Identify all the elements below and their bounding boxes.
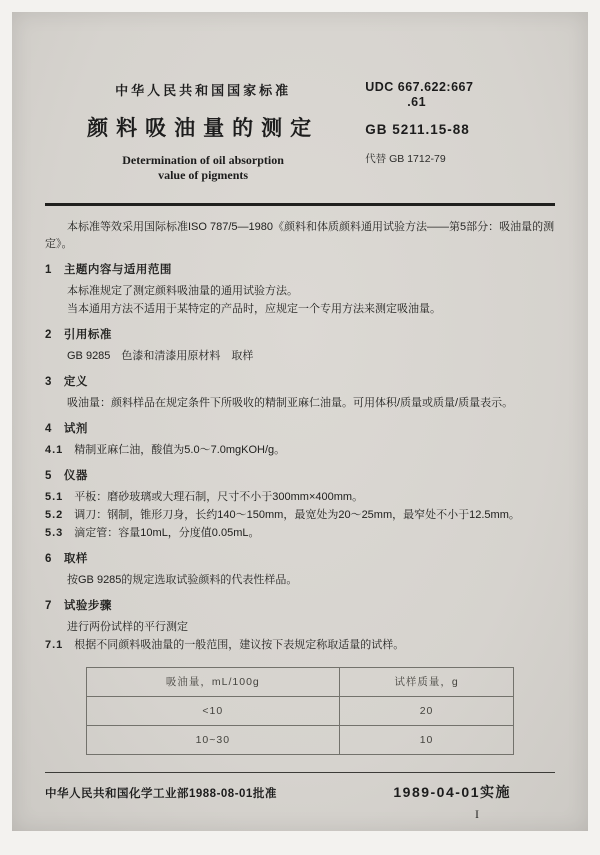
implementation-note: 1989-04-01实施 [393,784,511,800]
document-page [12,12,588,831]
page-number: I [475,807,479,821]
section-heading: 5 仪器 [45,470,88,482]
sample-mass-table [86,667,514,755]
section-heading: 2 引用标准 [45,329,112,341]
standard-number: GB 5211.15-88 [365,122,470,137]
clause-number: 5.3 [45,527,64,539]
page-title: 颜料吸油量的测定 [87,117,320,140]
document-footer [45,772,555,822]
table-header-cell: 试样质量，g [339,668,513,697]
intro-paragraph: 本标准等效采用国际标准ISO 787/5—1980《颜料和体质颜料通用试验方法——第5部分：吸油量的测定》。 [45,221,555,250]
table-cell: 20 [339,697,513,726]
header-rule [45,203,555,206]
clause-number: 5.2 [45,509,64,521]
paragraph: 吸油量：颜料样品在规定条件下所吸收的精制亚麻仁油量。可用体积/质量或质量/质量表示。 [67,397,514,409]
clause-number: 7.1 [45,639,64,651]
table-row [86,726,513,755]
paragraph: 5.3 滴定管：容量10mL，分度值0.05mL。 [45,527,260,539]
section-heading: 3 定义 [45,376,88,388]
table-cell: <10 [86,697,339,726]
paragraph: 5.1 平板：磨砂玻璃或大理石制，尺寸不小于300mm×400mm。 [45,491,364,503]
paragraph: 4.1 精制亚麻仁油，酸值为5.0～7.0mgKOH/g。 [45,444,286,456]
section-heading: 4 试剂 [45,423,88,435]
standard-type: 中华人民共和国国家标准 [115,83,292,98]
table-body [86,697,513,755]
section-heading: 6 取样 [45,553,88,565]
table-cell: 10~30 [86,726,339,755]
header-reference-block [361,80,555,183]
udc-number-line2: .61 [407,95,427,109]
page-content [12,12,588,755]
paragraph: 7.1 根据不同颜料吸油量的一般范围，建议按下表规定称取适量的试样。 [45,639,405,651]
paragraph: 当本通用方法不适用于某特定的产品时，应规定一个专用方法来测定吸油量。 [67,303,441,315]
document-header [45,80,555,183]
table-cell: 10 [339,726,513,755]
footer-rule [45,772,555,773]
approval-note: 中华人民共和国化学工业部1988-08-01批准 [45,788,277,800]
paragraph: 本标准规定了测定颜料吸油量的通用试验方法。 [67,285,298,297]
paragraph: 按GB 9285的规定选取试验颜料的代表性样品。 [67,574,298,586]
document-body [45,219,555,755]
header-title-block [45,80,361,183]
clause-number: 4.1 [45,444,64,456]
title-english [45,153,361,183]
sections [45,262,555,654]
paragraph: 进行两份试样的平行测定 [67,621,188,633]
table-row [86,697,513,726]
table-header-row [86,668,513,697]
section-heading: 7 试验步骤 [45,600,112,612]
section-heading: 1 主题内容与适用范围 [45,264,172,276]
title-english-line2: value of pigments [158,168,249,182]
paragraph: 5.2 调刀：钢制，锥形刀身，长约140～150mm，最宽处为20～25mm，最窄处不小于12.5mm。 [45,509,520,521]
replaces-note: 代替 GB 1712-79 [365,153,446,165]
footer-row [45,782,555,802]
title-english-line1: Determination of oil absorption [122,153,284,167]
udc-number-line1: UDC 667.622:667 [365,80,474,94]
clause-number: 5.1 [45,491,64,503]
paragraph: GB 9285 色漆和清漆用原材料 取样 [67,350,254,362]
table-header-cell: 吸油量，mL/100g [86,668,339,697]
